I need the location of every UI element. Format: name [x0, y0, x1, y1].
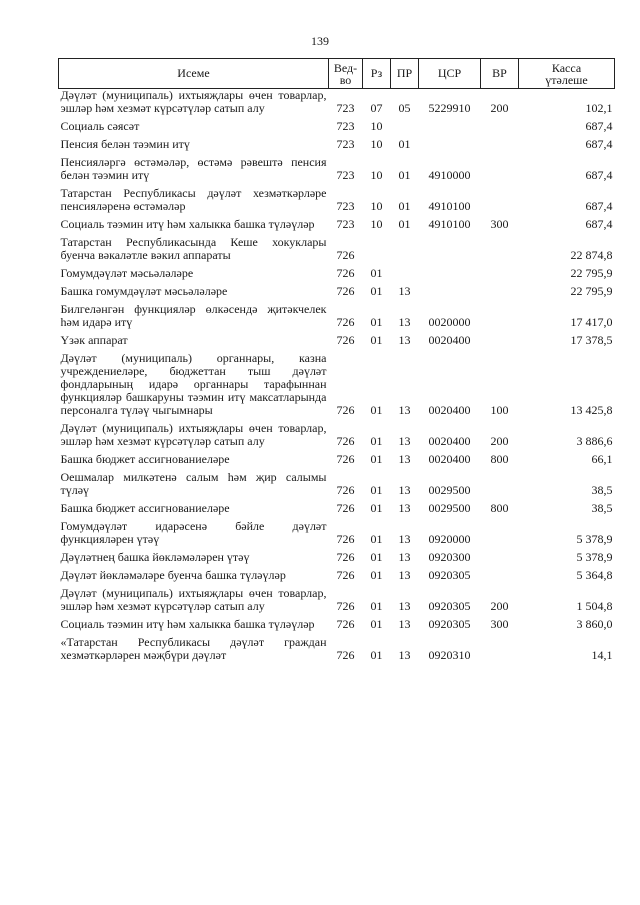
cell-ved: 723 — [336, 217, 355, 231]
cell-sum: 5 378,9 — [576, 550, 613, 564]
header-rz: Рз — [363, 59, 391, 89]
cell-vr — [481, 520, 519, 551]
header-vr: ВР — [481, 59, 519, 89]
cell-vr — [481, 156, 519, 187]
cell-rz: 01 — [370, 648, 383, 662]
cell-csr: 0020400 — [428, 434, 471, 448]
cell-sum: 17 378,5 — [570, 333, 613, 347]
cell-rz: 01 — [370, 483, 383, 497]
cell-rz: 01 — [370, 434, 383, 448]
cell-rz: 01 — [370, 266, 383, 280]
cell-sum: 38,5 — [591, 501, 613, 515]
cell-vr: 300 — [490, 617, 509, 631]
cell-csr — [419, 267, 481, 285]
cell-sum: 22 795,9 — [570, 266, 613, 280]
cell-sum: 687,4 — [585, 199, 613, 213]
cell-pr: 01 — [398, 217, 411, 231]
cell-rz: 01 — [370, 599, 383, 613]
cell-ved: 723 — [336, 168, 355, 182]
cell-sum: 102,1 — [585, 101, 613, 115]
cell-rz: 01 — [370, 550, 383, 564]
cell-sum: 22 795,9 — [570, 284, 613, 298]
cell-ved: 726 — [336, 333, 355, 347]
cell-name: Социаль тәэмин итү һәм халыкка башка түләүләр — [60, 617, 315, 631]
cell-rz: 01 — [370, 568, 383, 582]
table-row — [59, 187, 615, 218]
table-row — [59, 236, 615, 267]
cell-vr: 200 — [490, 434, 509, 448]
cell-ved: 723 — [336, 119, 355, 133]
cell-pr: 13 — [398, 284, 411, 298]
cell-name: Башка бюджет ассигнованиеләре — [60, 452, 230, 466]
cell-pr: 13 — [398, 333, 411, 347]
cell-csr: 0920305 — [428, 599, 471, 613]
cell-sum: 3 860,0 — [576, 617, 613, 631]
cell-csr — [419, 138, 481, 156]
cell-name: Үзәк аппарат — [60, 333, 128, 347]
cell-csr: 0920300 — [428, 550, 471, 564]
cell-name: Пенсияләргә өстәмәләр, өстәмә рәвештә пенсия белән тәэмин итү — [60, 155, 327, 182]
table-row — [59, 334, 615, 352]
cell-csr: 0020400 — [428, 403, 471, 417]
cell-sum: 17 417,0 — [570, 315, 613, 329]
cell-rz: 01 — [370, 617, 383, 631]
cell-rz: 01 — [370, 403, 383, 417]
cell-csr: 0920000 — [428, 532, 471, 546]
cell-ved: 726 — [336, 452, 355, 466]
header-name: Исеме — [59, 59, 329, 89]
cell-vr: 200 — [490, 599, 509, 613]
cell-csr: 4910100 — [428, 199, 471, 213]
cell-csr: 4910000 — [428, 168, 471, 182]
cell-rz: 10 — [370, 199, 383, 213]
cell-pr: 13 — [398, 599, 411, 613]
cell-ved: 726 — [336, 483, 355, 497]
cell-vr — [481, 138, 519, 156]
cell-csr: 4910100 — [428, 217, 471, 231]
cell-vr — [481, 334, 519, 352]
cell-pr — [391, 236, 419, 267]
cell-ved: 726 — [336, 617, 355, 631]
cell-ved: 726 — [336, 568, 355, 582]
cell-sum: 687,4 — [585, 217, 613, 231]
cell-ved: 726 — [336, 266, 355, 280]
cell-csr: 5229910 — [428, 101, 471, 115]
cell-ved: 726 — [336, 550, 355, 564]
cell-rz: 10 — [370, 119, 383, 133]
cell-rz: 01 — [370, 501, 383, 515]
cell-pr: 13 — [398, 434, 411, 448]
header-pr: ПР — [391, 59, 419, 89]
cell-vr — [481, 551, 519, 569]
cell-ved: 723 — [336, 137, 355, 151]
cell-name: Оешмалар милкәтенә салым һәм җир салымы түләү — [60, 470, 327, 497]
cell-name: Татарстан Республикасында Кеше хокуклары буенча вәкаләтле вәкил аппараты — [60, 235, 327, 262]
cell-ved: 726 — [336, 315, 355, 329]
cell-sum: 5 378,9 — [576, 532, 613, 546]
table-row — [59, 352, 615, 422]
cell-pr: 13 — [398, 501, 411, 515]
cell-ved: 726 — [336, 532, 355, 546]
cell-ved: 726 — [336, 501, 355, 515]
cell-sum: 66,1 — [591, 452, 613, 466]
table-row — [59, 502, 615, 520]
cell-pr: 13 — [398, 532, 411, 546]
cell-rz: 10 — [370, 137, 383, 151]
cell-vr — [481, 285, 519, 303]
cell-name: Дәүләт (муниципаль) ихтыяҗлары өчен товарлар, эшләр һәм хезмәт күрсәтүләр сатып алу — [60, 421, 327, 448]
cell-ved: 726 — [336, 599, 355, 613]
cell-rz: 01 — [370, 284, 383, 298]
cell-sum: 5 364,8 — [576, 568, 613, 582]
table-row — [59, 569, 615, 587]
cell-sum: 38,5 — [591, 483, 613, 497]
table-row — [59, 218, 615, 236]
table-row — [59, 422, 615, 453]
cell-csr — [419, 120, 481, 138]
cell-sum: 14,1 — [591, 648, 613, 662]
cell-sum: 687,4 — [585, 119, 613, 133]
cell-rz: 07 — [370, 101, 383, 115]
cell-ved: 726 — [336, 248, 355, 262]
cell-ved: 723 — [336, 199, 355, 213]
cell-vr — [481, 236, 519, 267]
cell-ved: 726 — [336, 403, 355, 417]
cell-pr: 13 — [398, 568, 411, 582]
cell-rz: 01 — [370, 315, 383, 329]
cell-name: Гомумдәүләт мәсьәләләре — [60, 266, 194, 280]
cell-ved: 723 — [336, 101, 355, 115]
header-row — [59, 59, 615, 89]
table-row — [59, 267, 615, 285]
page-number: 139 — [311, 34, 329, 48]
cell-sum: 687,4 — [585, 168, 613, 182]
cell-rz: 01 — [370, 452, 383, 466]
cell-rz: 01 — [370, 333, 383, 347]
table-row — [59, 471, 615, 502]
table-body — [59, 89, 615, 668]
cell-pr: 01 — [398, 168, 411, 182]
cell-name: Гомумдәүләт идарәсенә бәйле дәүләт функцияләрен үтәү — [60, 519, 327, 546]
cell-pr: 13 — [398, 483, 411, 497]
cell-csr — [419, 236, 481, 267]
cell-vr — [481, 636, 519, 667]
cell-csr: 0029500 — [428, 483, 471, 497]
cell-vr — [481, 569, 519, 587]
cell-pr: 01 — [398, 199, 411, 213]
cell-rz: 10 — [370, 168, 383, 182]
cell-name: Дәүләт (муниципаль) органнары, казна учреждениеләре, бюджеттан тыш дәүләт фондларының идарә органнары тарафыннан функцияләр башкаруны тәэмин итү максатларында персоналга түләү чыгымнары — [60, 351, 327, 417]
table-row — [59, 89, 615, 121]
cell-vr: 100 — [490, 403, 509, 417]
cell-name: Социаль сәясәт — [60, 119, 140, 133]
table-row — [59, 636, 615, 667]
table-row — [59, 453, 615, 471]
cell-ved: 726 — [336, 284, 355, 298]
cell-name: Дәүләт (муниципаль) ихтыяҗлары өчен товарлар, эшләр һәм хезмәт күрсәтүләр сатып алу — [60, 88, 327, 115]
header-csr: ЦСР — [419, 59, 481, 89]
table-row — [59, 520, 615, 551]
cell-name: «Татарстан Республикасы дәүләт граждан хезмәткәрләрен мәҗбүри дәүләт — [60, 635, 327, 662]
header-sum: Касса үтәлеше — [519, 59, 615, 89]
cell-pr: 13 — [398, 648, 411, 662]
table-row — [59, 618, 615, 636]
table-row — [59, 303, 615, 334]
cell-pr: 13 — [398, 617, 411, 631]
cell-csr: 0029500 — [428, 501, 471, 515]
cell-pr: 13 — [398, 550, 411, 564]
cell-sum: 687,4 — [585, 137, 613, 151]
cell-sum: 13 425,8 — [570, 403, 613, 417]
cell-name: Билгеләнгән функцияләр өлкәсендә җитәкчелек һәм идарә итү — [60, 302, 327, 329]
cell-sum: 1 504,8 — [576, 599, 613, 613]
cell-vr — [481, 267, 519, 285]
cell-pr: 01 — [398, 137, 411, 151]
cell-vr — [481, 471, 519, 502]
cell-csr — [419, 285, 481, 303]
budget-table — [58, 58, 615, 667]
cell-ved: 726 — [336, 434, 355, 448]
cell-csr: 0920310 — [428, 648, 471, 662]
cell-ved: 726 — [336, 648, 355, 662]
cell-csr: 0020400 — [428, 333, 471, 347]
cell-vr: 800 — [490, 452, 509, 466]
cell-csr: 0920305 — [428, 617, 471, 631]
cell-vr: 800 — [490, 501, 509, 515]
cell-pr — [391, 267, 419, 285]
cell-rz: 10 — [370, 217, 383, 231]
cell-name: Татарстан Республикасы дәүләт хезмәткәрләре пенсияләренә өстәмәләр — [60, 186, 327, 213]
table-header — [59, 59, 615, 89]
cell-sum: 22 874,8 — [570, 248, 613, 262]
cell-name: Дәүләт йөкләмәләре буенча башка түләүләр — [60, 568, 286, 582]
cell-name: Башка бюджет ассигнованиеләре — [60, 501, 230, 515]
cell-pr: 13 — [398, 452, 411, 466]
cell-name: Дәүләт (муниципаль) ихтыяҗлары өчен товарлар, эшләр һәм хезмәт күрсәтүләр сатып алу — [60, 586, 327, 613]
cell-csr: 0020000 — [428, 315, 471, 329]
cell-csr: 0020400 — [428, 452, 471, 466]
cell-name: Дәүләтнең башка йөкләмәләрен үтәү — [60, 550, 250, 564]
cell-pr: 05 — [398, 101, 411, 115]
cell-pr — [391, 120, 419, 138]
table-row — [59, 138, 615, 156]
table-row — [59, 551, 615, 569]
cell-vr — [481, 187, 519, 218]
cell-name: Социаль тәэмин итү һәм халыкка башка түләүләр — [60, 217, 315, 231]
cell-vr: 200 — [490, 101, 509, 115]
cell-vr: 300 — [490, 217, 509, 231]
cell-csr: 0920305 — [428, 568, 471, 582]
cell-vr — [481, 120, 519, 138]
table-row — [59, 156, 615, 187]
cell-name: Пенсия белән тәэмин итү — [60, 137, 190, 151]
header-ved: Вед- во — [329, 59, 363, 89]
cell-pr: 13 — [398, 403, 411, 417]
cell-name: Башка гомумдәүләт мәсьәләләре — [60, 284, 228, 298]
cell-pr: 13 — [398, 315, 411, 329]
cell-rz: 01 — [370, 532, 383, 546]
table-row — [59, 120, 615, 138]
table-row — [59, 587, 615, 618]
cell-sum: 3 886,6 — [576, 434, 613, 448]
cell-rz — [363, 236, 391, 267]
table-row — [59, 285, 615, 303]
cell-vr — [481, 303, 519, 334]
